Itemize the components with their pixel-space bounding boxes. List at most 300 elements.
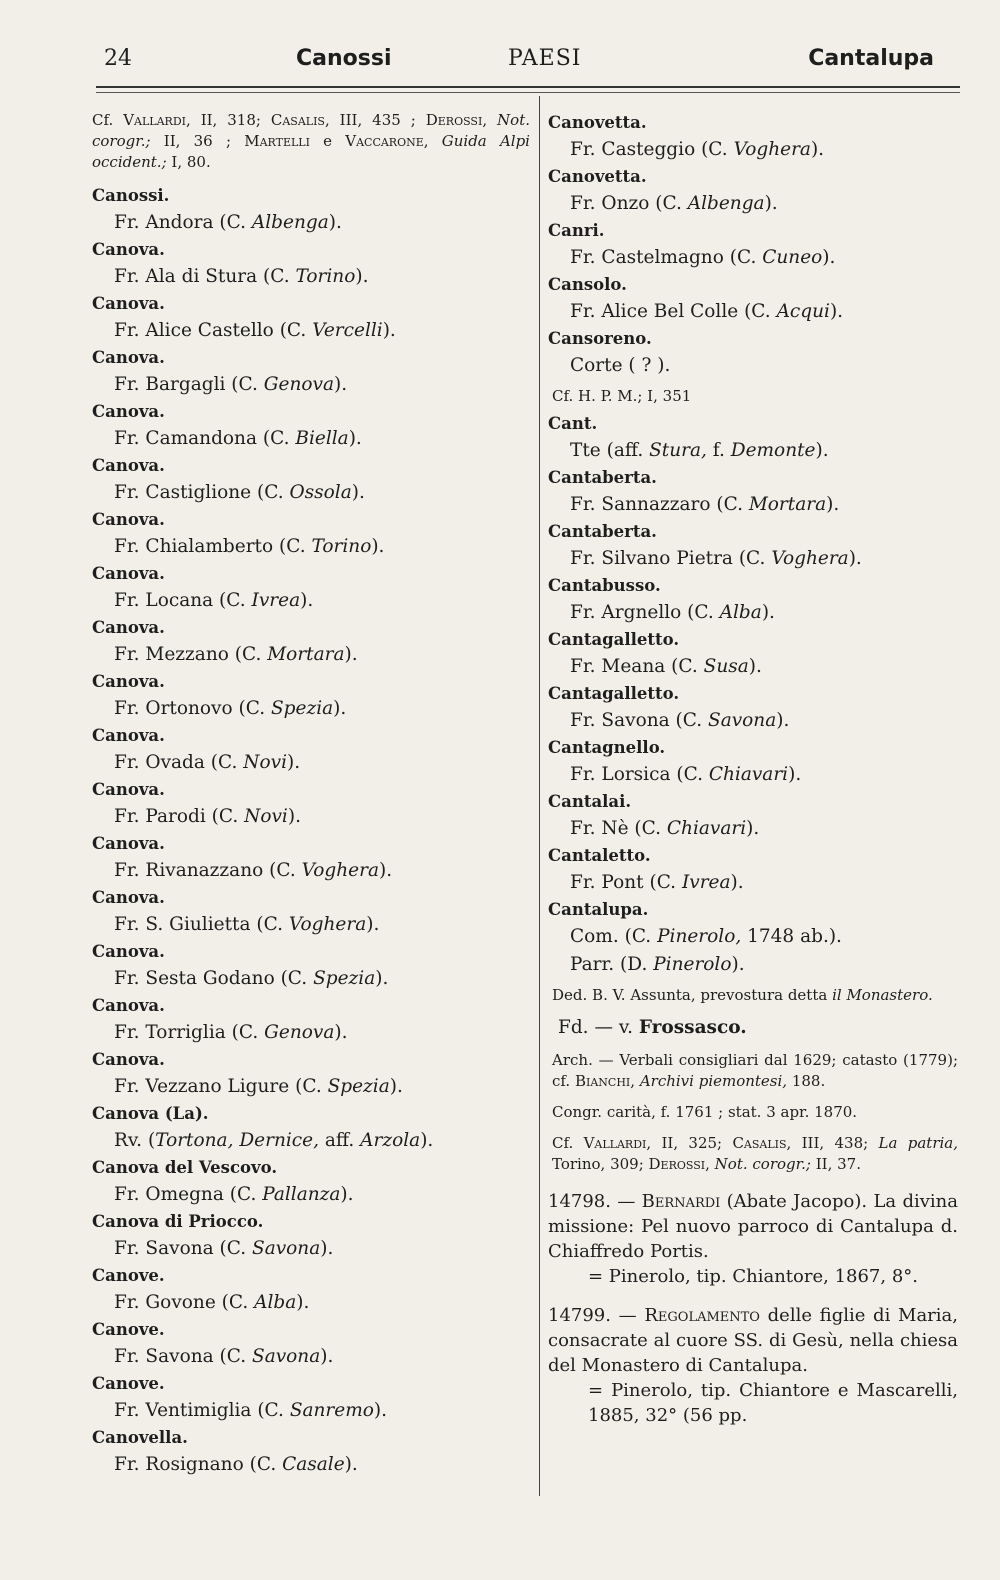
entry-line [92,317,530,345]
gazetteer-entry [92,561,530,615]
entry-line [92,1019,530,1047]
note-author: Casalis [270,111,325,129]
bib-text: — [610,1191,642,1212]
entry-text: , [705,1155,715,1173]
entry-line [92,1073,530,1101]
gazetteer-entry [548,465,958,519]
entry-place: Ossola [289,482,352,503]
gazetteer-entry [92,237,530,291]
entry-place: Albenga [687,193,765,214]
entry-text: Arch. — Verbali consigliari dal 1629; catasto (1779); cf. [552,1051,958,1090]
bib-publication: = Pinerolo, tip. Chiantore, 1867, 8°. [588,1266,918,1287]
bib-text: — [610,1305,645,1326]
gazetteer-entry [92,669,530,723]
note-text: , II, 318; [185,111,271,129]
note-text: , [482,111,498,129]
entry-place: Acqui [776,301,830,322]
entry-text: ). [366,914,380,935]
entry-headword: Canossi. [92,186,170,205]
entry-headword: Canova. [92,402,165,421]
entry-line [92,1451,530,1479]
entry-place: Novi [244,806,288,827]
entry-text: II, 37. [810,1155,861,1173]
entry-text: Fr. Savona (C. [114,1238,253,1259]
entry-text: Fr. Omegna (C. [114,1184,263,1205]
entry-line [548,437,958,465]
entry-frazione-ref [548,1014,958,1042]
entry-headword: Canove. [92,1374,165,1393]
entry-author: Casalis [732,1134,787,1152]
column-divider [539,96,540,1496]
entry-place: Spezia [327,1076,390,1097]
entry-headword: Canova. [92,348,165,367]
entry-place: Demonte [730,440,816,461]
right-running-head: Cantalupa [808,46,934,71]
entry-headword: Cantagnello. [548,738,666,757]
entry-text: Cf. [552,1134,584,1152]
entry-text: ). [348,428,362,449]
entry-place: Albenga [251,212,329,233]
entry-text: ). [371,536,385,557]
entry-line [92,533,530,561]
entry-place: Savona [708,710,777,731]
entry-text: ). [320,1346,334,1367]
entry-headword: Canova. [92,456,165,475]
entry-headword: Canova. [92,510,165,529]
entry-line [548,136,958,164]
entry-headword: Canova. [92,240,165,259]
entry-text: Tte (aff. [570,440,650,461]
entry-place: Stura, [649,440,707,461]
entry-author: Vallardi [583,1134,647,1152]
entry-headword: Canove. [92,1266,165,1285]
entry-comune [548,923,958,951]
entry-text: Ded. B. V. Assunta, prevostura detta [552,986,833,1004]
gazetteer-entry [548,681,958,735]
entry-text: Fr. Vezzano Ligure (C. [114,1076,328,1097]
entry-place: Arzola [360,1130,421,1151]
note-title: Guida Alpi occident.; [92,132,530,171]
entry-place: Casale [282,1454,345,1475]
note-text: I, 80. [166,153,211,171]
entry-headword: Cantalupa. [548,900,649,919]
entry-text: ). [848,548,862,569]
entry-place: Pinerolo [653,954,732,975]
gazetteer-entry [92,939,530,993]
entry-text: ). [389,1076,403,1097]
entry-place: Pallanza [262,1184,341,1205]
entry-text: ). [320,1238,334,1259]
entry-text: Fr. Savona (C. [570,710,709,731]
note-author: Derossi [425,111,483,129]
gazetteer-entry [92,1101,530,1155]
entry-headword: Cant. [548,414,598,433]
gazetteer-entry [92,1263,530,1317]
entry-line [548,653,958,681]
entry-text: Fr. Lorsica (C. [570,764,709,785]
entry-line [92,263,530,291]
entry-line [92,209,530,237]
entry-line [548,352,958,380]
entry-line [92,803,530,831]
entry-text: Fr. Govone (C. [114,1292,255,1313]
entry-line [548,707,958,735]
right-column [548,110,958,1428]
entry-text: ). [351,482,365,503]
gazetteer-entry [92,1047,530,1101]
entry-text: ). [764,193,778,214]
entry-text: ). [328,212,342,233]
entry-headword: Cansolo. [548,275,627,294]
entry-headword: Cantaberta. [548,522,657,541]
entry-text: Fr. Ovada (C. [114,752,244,773]
gazetteer-entry [548,573,958,627]
entry-line [548,545,958,573]
entry-title: Not. corogr.; [714,1155,811,1173]
gazetteer-entry [92,831,530,885]
entry-line [92,371,530,399]
bib-number: 14798. [548,1191,611,1212]
entry-text: Fr. Bargagli (C. [114,374,264,395]
entry-author: Derossi [648,1155,706,1173]
entry-text: Fr. Meana (C. [570,656,704,677]
entry-line [92,1397,530,1425]
entry-text: Fr. Silvano Pietra (C. [570,548,772,569]
note-author: Martelli [244,132,310,150]
entry-line [92,749,530,777]
entry-text: ). [761,602,775,623]
entry-text: Fr. Alice Castello (C. [114,320,313,341]
gazetteer-entry [92,291,530,345]
entry-text: Rv. ( [114,1130,156,1151]
entry-headword: Cantagalletto. [548,630,680,649]
entry-text: ). [373,1400,388,1421]
note-text: e [309,132,346,150]
entry-text: ). [296,1292,310,1313]
entry-place: Torino [311,536,372,557]
entry-place: Vercelli [312,320,383,341]
entry-line [548,190,958,218]
entry-text: Fr. S. Giulietta (C. [114,914,289,935]
entry-text: ). [287,806,301,827]
entry-place: Tortona, Dernice, [155,1130,319,1151]
entry-text: Fr. Castiglione (C. [114,482,290,503]
entry-congregation: Congr. carità, f. 1761 ; stat. 3 apr. 1870. [552,1103,858,1121]
left-entry-list [92,183,530,1479]
left-column [92,110,530,1479]
entry-place: Ivrea [681,872,731,893]
entry-line [548,244,958,272]
entry-text: ). [731,954,745,975]
entry-place: Voghera [733,139,811,160]
bib-text: delle figlie di Maria, consacrate al cuore SS. di Gesù, nella chiesa del Monastero di Cantalupa. [548,1305,958,1376]
entry-headword: Canri. [548,221,605,240]
top-note [92,110,530,173]
entry-line [92,911,530,939]
bibliography-14799 [548,1303,958,1428]
gazetteer-entry [92,1317,530,1371]
gazetteer-entry [548,843,958,897]
note-author: Vaccarone [345,132,424,150]
gazetteer-entry [92,507,530,561]
entry-place: Chiavari [708,764,789,785]
entry-headword: Canova. [92,942,165,961]
gazetteer-entry [92,183,530,237]
entry-place: Alba [254,1292,297,1313]
entry-text: ). [355,266,369,287]
entry-line [92,641,530,669]
gazetteer-entry [548,627,958,681]
entry-line [92,1181,530,1209]
bib-text: (Abate Jacopo). La divina missione: Pel nuovo parroco di Cantalupa d. Chiaffredo Portis. [548,1191,958,1262]
entry-text: 188. [787,1072,826,1090]
entry-line [92,1235,530,1263]
entry-text: ). [300,590,314,611]
entry-text: Fr. Rosignano (C. [114,1454,283,1475]
entry-text: ). [340,1184,354,1205]
gazetteer-entry [92,1425,530,1479]
gazetteer-entry [92,993,530,1047]
entry-line [548,599,958,627]
entry-text: ). [746,818,760,839]
entry-headword: Cantagalletto. [548,684,680,703]
gazetteer-entry [548,326,958,407]
entry-place: Voghera [288,914,367,935]
entry-line [548,815,958,843]
entry-dedication [548,985,958,1006]
header-rule [96,92,960,93]
bib-author: Bernardi [641,1191,721,1212]
bib-author: Regolamento [644,1305,760,1326]
entry-text: ). [748,656,762,677]
entry-headword: Canova. [92,996,165,1015]
note-text: II, 36 ; [150,132,245,150]
entry-text: ). [420,1130,434,1151]
entry-line [92,587,530,615]
entry-text: Fr. Onzo (C. [570,193,688,214]
entry-place: Alba [719,602,762,623]
entry-text: Fr. Nè (C. [570,818,667,839]
entry-place: Cuneo [762,247,823,268]
entry-text: Fr. Sesta Godano (C. [114,968,314,989]
entry-author: Bianchi [574,1072,631,1090]
entry-place: Ivrea [251,590,301,611]
gazetteer-entry [548,519,958,573]
entry-headword: Canova. [92,888,165,907]
entry-headword: Canova. [92,834,165,853]
entry-place: Biella [295,428,349,449]
entry-place: Pinerolo, [657,926,742,947]
entry-archive [548,1050,958,1092]
entry-headword: Canovella. [92,1428,188,1447]
entry-text: Fr. Mezzano (C. [114,644,268,665]
gazetteer-entry [548,110,958,164]
entry-text: , II, 325; [646,1134,733,1152]
gazetteer-entry [92,399,530,453]
entry-place: Torino [295,266,356,287]
entry-headword: Cantabusso. [548,576,661,595]
entry-text: Fr. Locana (C. [114,590,252,611]
entry-text: Com. (C. [570,926,658,947]
entry-line [92,1289,530,1317]
entry-text: Fr. Parodi (C. [114,806,245,827]
entry-headword: Canovetta. [548,167,647,186]
entry-text: ). [382,320,396,341]
page-number: 24 [104,46,132,71]
entry-text: ). [730,872,744,893]
entry-text: Parr. (D. [570,954,654,975]
section-title: PAESI [508,46,582,71]
entry-place: Novi [243,752,287,773]
entry-parrocchia [548,951,958,979]
entry-text: Torino, 309; [552,1155,649,1173]
entry-text: ). [375,968,389,989]
entry-text: , III, 438; [786,1134,879,1152]
note-title: Not. corogr.; [92,111,530,150]
bib-number: 14799. [548,1305,611,1326]
entry-text: 1748 ab.). [741,926,842,947]
gazetteer-entry [92,723,530,777]
bibliography-14798 [548,1189,958,1289]
entry-place: Voghera [301,860,380,881]
entry-headword: Canova. [92,726,165,745]
gazetteer-entry [548,411,958,465]
entry-headword: Canove. [92,1320,165,1339]
entry-headword: Canova. [92,564,165,583]
entry-headword: Cantalai. [548,792,632,811]
gazetteer-entry [92,453,530,507]
entry-headword: Canova. [92,780,165,799]
entry-text: ). [788,764,802,785]
entry-line [92,1127,530,1155]
entry-headword: Canova. [92,294,165,313]
entry-text: Fr. Castelmagno (C. [570,247,763,268]
entry-place: Genova [264,1022,335,1043]
entry-line [92,1343,530,1371]
right-entry-list [548,110,958,897]
entry-crossref: Frossasco. [638,1017,747,1038]
gazetteer-entry [92,345,530,399]
entry-place: Voghera [771,548,849,569]
entry-note: Cf. H. P. M.; I, 351 [552,387,692,405]
entry-place: il Monastero. [832,986,933,1004]
entry-text: , [630,1072,640,1090]
entry-text: ). [826,494,840,515]
note-author: Vallardi [123,111,186,129]
note-text: Cf. [92,111,124,129]
entry-headword: Canova. [92,672,165,691]
gazetteer-entry [92,615,530,669]
entry-line [92,695,530,723]
entry-place: Mortara [748,494,827,515]
entry-text: Fr. Sannazzaro (C. [570,494,749,515]
entry-headword: Canova. [92,1050,165,1069]
gazetteer-entry [548,789,958,843]
entry-text: ). [334,1022,348,1043]
entry-line [92,479,530,507]
bib-publication: = Pinerolo, tip. Chiantore e Mascarelli, 1885, 32° (56 pp. [588,1380,958,1426]
note-text: , [423,132,442,150]
entry-headword: Canovetta. [548,113,647,132]
entry-text: ). [333,698,347,719]
gazetteer-entry [548,218,958,272]
entry-text: Fr. Ala di Stura (C. [114,266,296,287]
gazetteer-entry [548,164,958,218]
entry-text: Fr. Chialamberto (C. [114,536,312,557]
entry-title: Archivi piemontesi, [639,1072,788,1090]
gazetteer-entry [92,1155,530,1209]
gazetteer-entry [92,885,530,939]
entry-place: Susa [703,656,749,677]
entry-text: Fr. Argnello (C. [570,602,720,623]
entry-headword: Canova. [92,618,165,637]
entry-headword: Cansoreno. [548,329,652,348]
entry-place: Genova [263,374,335,395]
entry-text: Fr. Ortonovo (C. [114,698,271,719]
entry-text: ). [776,710,790,731]
entry-text: f. [706,440,731,461]
entry-place: Spezia [271,698,334,719]
entry-headword: Cantaletto. [548,846,651,865]
entry-text: Fr. Savona (C. [114,1346,253,1367]
entry-line [548,761,958,789]
entry-text: ). [829,301,844,322]
entry-text: ). [287,752,301,773]
entry-place: Chiavari [666,818,747,839]
gazetteer-entry [92,777,530,831]
gazetteer-entry [548,272,958,326]
page-header [96,46,960,88]
entry-line [92,425,530,453]
entry-text: Corte ( ? ). [570,355,671,376]
entry-text: Fr. Andora (C. [114,212,252,233]
gazetteer-entry [92,1371,530,1425]
entry-text: ). [379,860,393,881]
entry-cantalupa [548,897,958,1175]
entry-text: Fr. Pont (C. [570,872,682,893]
left-running-head: Canossi [296,46,392,71]
entry-text: ). [344,1454,358,1475]
entry-line [92,965,530,993]
entry-text: Fr. Camandona (C. [114,428,296,449]
entry-text: ). [815,440,829,461]
entry-text: Fr. Casteggio (C. [570,139,734,160]
note-text: , III, 435 ; [324,111,426,129]
gazetteer-entry [548,735,958,789]
entry-text: ). [822,247,836,268]
entry-line [548,491,958,519]
entry-headword: Canova del Vescovo. [92,1158,278,1177]
entry-text: ). [344,644,358,665]
entry-line [92,857,530,885]
entry-text: ). [810,139,825,160]
entry-headword: Cantaberta. [548,468,657,487]
entry-place: Sanremo [289,1400,374,1421]
entry-text: Fr. Alice Bel Colle (C. [570,301,777,322]
entry-headword: Canova (La). [92,1104,209,1123]
entry-place: Savona [252,1346,321,1367]
entry-references [548,1133,958,1175]
entry-place: Savona [252,1238,321,1259]
entry-title: La patria, [878,1134,958,1152]
entry-place: Mortara [267,644,345,665]
entry-text: Fr. Ventimiglia (C. [114,1400,290,1421]
entry-text: aff. [318,1130,361,1151]
entry-headword: Canova di Priocco. [92,1212,264,1231]
entry-text: Fr. Rivanazzano (C. [114,860,302,881]
entry-text: ). [334,374,348,395]
entry-text: Fd. — v. [558,1017,639,1038]
